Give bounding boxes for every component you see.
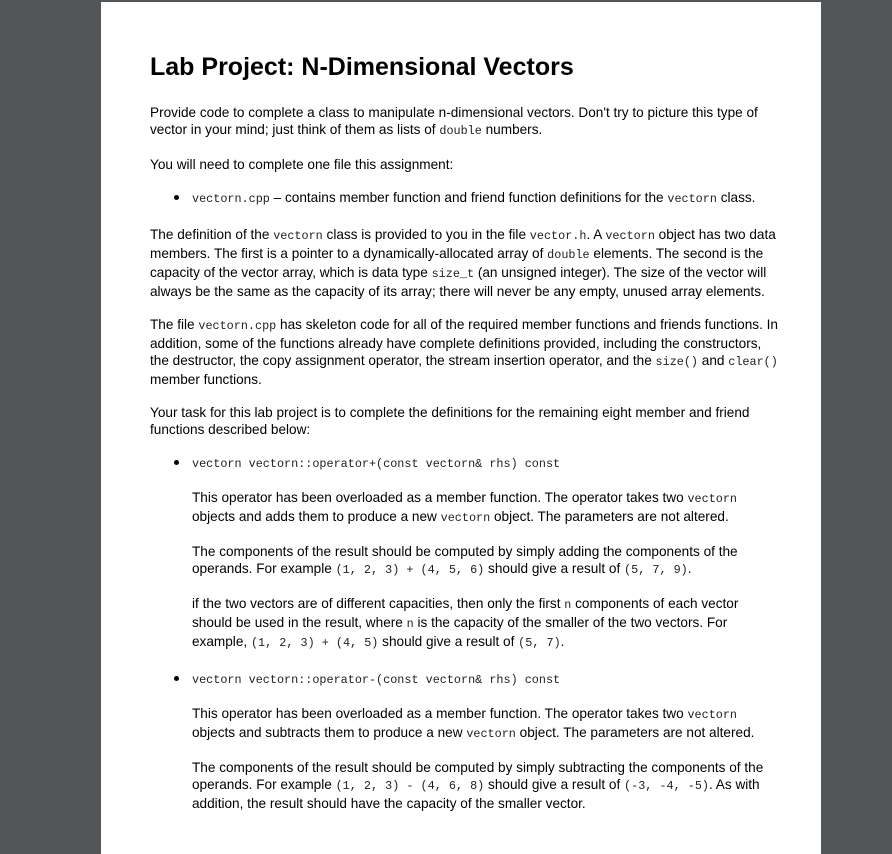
description-paragraph [192,705,778,743]
inline-code: n [406,617,414,631]
text: object. The parameters are not altered. [490,509,729,524]
inline-code: vectorn [687,492,738,506]
text: objects and adds them to produce a new [192,509,441,524]
text: class is provided to you in the file [322,227,530,242]
inline-code: double [439,124,482,138]
inline-code: (5, 7, 9) [624,563,688,577]
inline-code: (-3, -4, -5) [624,779,709,793]
text: has skeleton code for all of the required member functions and friends functions. In addition, some of the functions already have complete definitions provided, including the constructors, the destructor, the copy assignment operator, the stream insertion operator, and the [150,317,778,368]
text: should give a result of [484,777,625,792]
description-paragraph [192,489,778,527]
inline-code: vector.h [529,229,587,243]
intro-text: numbers. [481,122,543,137]
inline-code: vectorn [605,229,655,243]
text: components of each vector should be used in the result, where [192,596,739,630]
text: . A [586,227,606,242]
inline-code: (1, 2, 3) - (4, 6, 8) [335,779,485,793]
text: The file [150,317,199,332]
page-title: Lab Project: N-Dimensional Vectors [150,53,574,81]
text: objects and subtracts them to produce a new [192,725,467,740]
file-list [150,189,778,208]
file-list-item [150,189,778,208]
text: . [560,634,565,649]
function-item-operator-minus [150,670,778,812]
inline-code: clear() [728,355,778,369]
text: should give a result of [484,561,625,576]
inline-code: vectorn.cpp [192,192,270,206]
text: member functions. [150,372,262,387]
inline-code: (1, 2, 3) + (4, 5, 6) [335,563,485,577]
function-signature: vectorn vectorn::operator-(const vectorn& rhs) const [192,673,561,687]
inline-code: vectorn [667,192,717,206]
inline-code: double [547,248,590,262]
text: object. The parameters are not altered. [515,725,755,740]
text: The components of the result should be computed by simply subtracting the components of the operands. For example [192,760,764,792]
text: This operator has been overloaded as a member function. The operator takes two [192,706,688,721]
file-item-text: – contains member function and friend function definitions for the [269,190,668,205]
inline-code: (1, 2, 3) + (4, 5) [250,636,379,650]
description-paragraph [192,759,778,812]
text: . As with addition, the result should have the capacity of the smaller vector. [192,777,760,811]
document-page [101,2,821,854]
text: should give a result of [378,634,519,649]
description-paragraph [192,543,778,579]
text: (an unsigned integer). The size of the vector will always be the same as the capacity of its array; there will never be any empty, unused array elements. [150,265,767,299]
bullet-icon [174,460,179,465]
inline-code: vectorn.cpp [198,319,277,333]
document-content [150,52,778,830]
task-paragraph: Your task for this lab project is to complete the definitions for the remaining eight member and friend functions described below: [150,405,750,437]
text: object has two data members. The first is a pointer to a dynamically-allocated array of [150,227,776,261]
inline-code: vectorn [440,511,491,525]
inline-code: vectorn [687,708,738,722]
inline-code: size_t [431,267,475,281]
function-signature: vectorn vectorn::operator+(const vectorn& rhs) const [192,457,561,471]
intro-paragraph [150,104,778,140]
inline-code: n [564,598,572,612]
text: The definition of the [150,227,274,242]
text: is the capacity of the smaller of the two vectors. For example, [192,615,728,649]
bullet-icon [174,195,179,200]
text: This operator has been overloaded as a member function. The operator takes two [192,490,688,505]
description-paragraph [192,595,778,652]
inline-code: vectorn [273,229,323,243]
inline-code: size() [655,355,699,369]
file-item-text: class. [716,190,756,205]
inline-code: vectorn [466,727,516,741]
bullet-icon [174,676,179,681]
function-list [150,454,778,812]
text: . [687,561,692,576]
text: The components of the result should be computed by simply adding the components of the operands. For example [192,544,738,576]
definition-paragraph [150,226,778,300]
skeleton-paragraph [150,316,778,388]
text: if the two vectors are of different capacities, then only the first [192,596,565,611]
intro-text: Provide code to complete a class to manipulate n-dimensional vectors. Don't try to picture this type of vector in your mind; just think of them as lists of [150,105,758,137]
inline-code: (5, 7) [518,636,561,650]
text: elements. The second is the capacity of the vector array, which is data type [150,246,764,280]
function-item-operator-plus [150,454,778,652]
assignment-paragraph: You will need to complete one file this assignment: [150,157,454,172]
text: and [698,353,729,368]
